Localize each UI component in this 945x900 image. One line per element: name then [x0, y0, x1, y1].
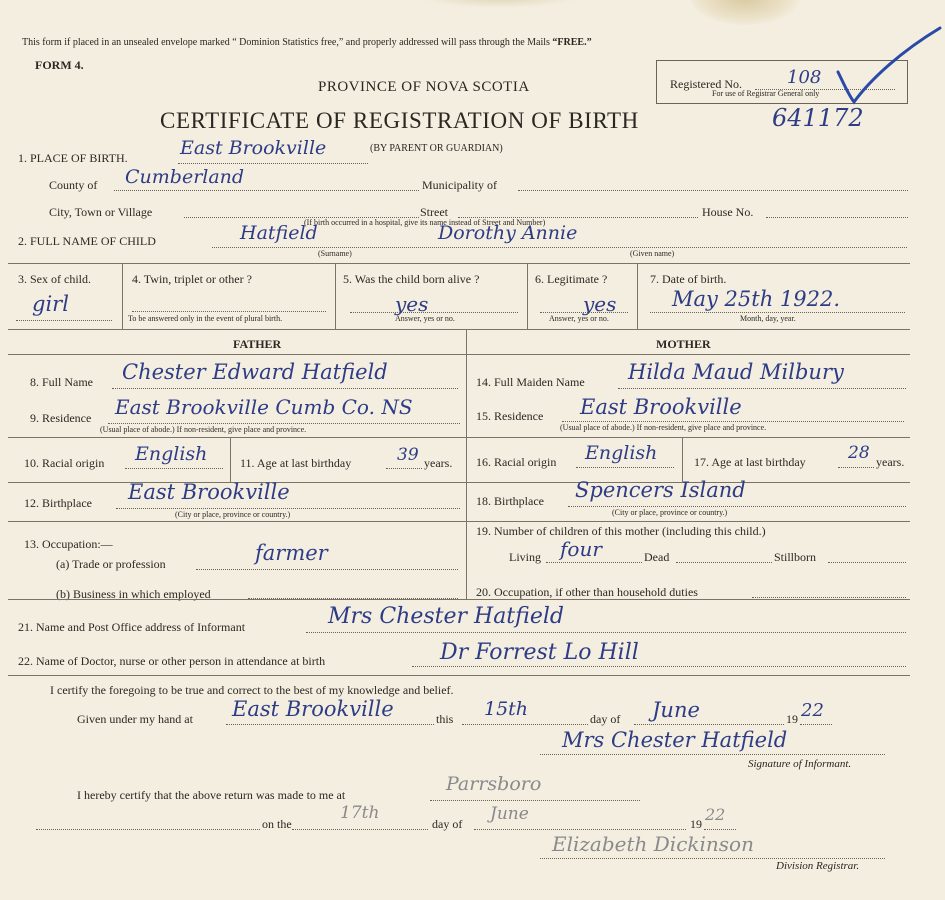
- paper-stain: [690, 0, 800, 25]
- mother-birthplace-label: 18. Birthplace: [476, 494, 544, 508]
- mother-age-label: 17. Age at last birthday: [694, 455, 806, 469]
- alive-note: Answer, yes or no.: [395, 314, 455, 323]
- mother-age-unit: years.: [876, 455, 905, 469]
- father-birthplace-value: East Brookville: [128, 480, 290, 504]
- mother-name-label: 14. Full Maiden Name: [476, 375, 585, 389]
- legitimate-value: yes: [583, 292, 617, 316]
- registered-value: 108: [787, 67, 822, 88]
- place-of-birth-value: East Brookville: [180, 137, 327, 159]
- municipality-label: Municipality of: [422, 178, 497, 192]
- dob-note: Month, day, year.: [740, 314, 796, 323]
- father-racial-value: English: [135, 443, 208, 465]
- mother-name-value: Hilda Maud Milbury: [628, 360, 844, 384]
- surname-note: (Surname): [318, 249, 352, 258]
- dob-value: May 25th 1922.: [672, 287, 841, 311]
- certification-statement: I certify the foregoing to be true and correct to the best of my knowledge and belief.: [50, 683, 454, 697]
- registrar-month: June: [490, 804, 529, 824]
- twin-note: To be answered only in the event of plural birth.: [128, 314, 283, 323]
- year-value: 22: [801, 700, 824, 721]
- father-residence-label: 9. Residence: [30, 411, 92, 425]
- place-of-birth-label: 1. PLACE OF BIRTH.: [18, 151, 128, 165]
- child-name-label: 2. FULL NAME OF CHILD: [18, 234, 156, 248]
- dob-label: 7. Date of birth.: [650, 272, 727, 286]
- given-note: (Given name): [630, 249, 675, 258]
- day-of-label: day of: [590, 712, 621, 726]
- father-age-label: 11. Age at last birthday: [240, 456, 352, 470]
- trade-value: farmer: [255, 541, 328, 565]
- legitimate-label: 6. Legitimate ?: [535, 272, 608, 286]
- this-label: this: [436, 712, 454, 726]
- children-count-label: 19. Number of children of this mother (including this child.): [476, 524, 766, 538]
- informant-label: 21. Name and Post Office address of Informant: [18, 620, 246, 634]
- father-birthplace-note: (City or place, province or country.): [175, 510, 291, 519]
- given-under-label: Given under my hand at: [77, 712, 193, 726]
- father-name-label: 8. Full Name: [30, 375, 93, 389]
- living-value: four: [560, 537, 602, 561]
- province-heading: PROVINCE OF NOVA SCOTIA: [318, 79, 530, 95]
- alive-label: 5. Was the child born alive ?: [343, 272, 480, 286]
- year-prefix: 19: [786, 712, 798, 726]
- mother-residence-label: 15. Residence: [476, 409, 544, 423]
- by-parent-note: (BY PARENT OR GUARDIAN): [370, 143, 503, 154]
- mother-racial-label: 16. Racial origin: [476, 455, 557, 469]
- father-racial-label: 10. Racial origin: [24, 456, 105, 470]
- alive-value: yes: [395, 292, 429, 316]
- mother-occupation-label: 20. Occupation, if other than household duties: [476, 585, 698, 599]
- dead-label: Dead: [644, 550, 670, 564]
- father-heading: FATHER: [233, 337, 282, 351]
- mail-notice: This form if placed in an unsealed envelope marked “ Dominion Statistics free,” and properly addressed will pass through the Mails “FREE.”: [22, 37, 592, 48]
- father-name-value: Chester Edward Hatfield: [122, 360, 388, 384]
- child-surname: Hatfield: [240, 222, 318, 244]
- mother-age-value: 28: [848, 443, 870, 463]
- registrar-place: Parrsboro: [446, 773, 542, 795]
- occupation-label: 13. Occupation:—: [24, 537, 113, 551]
- mother-birthplace-note: (City or place, province or country.): [612, 508, 728, 517]
- father-residence-value: East Brookville Cumb Co. NS: [115, 395, 413, 419]
- father-age-unit: years.: [424, 456, 453, 470]
- paper-stain: [420, 0, 580, 8]
- legitimate-note: Answer, yes or no.: [549, 314, 609, 323]
- house-label: House No.: [702, 205, 754, 219]
- doctor-value: Dr Forrest Lo Hill: [440, 640, 639, 665]
- day-value: 15th: [484, 698, 529, 720]
- child-given-name: Dorothy Annie: [438, 222, 578, 244]
- sex-value: girl: [32, 292, 69, 316]
- informant-value: Mrs Chester Hatfield: [328, 604, 564, 629]
- twin-label: 4. Twin, triplet or other ?: [132, 272, 252, 286]
- certificate-title: CERTIFICATE OF REGISTRATION OF BIRTH: [160, 108, 639, 133]
- registrar-signature-label: Division Registrar.: [776, 860, 860, 872]
- trade-label: (a) Trade or profession: [56, 557, 166, 571]
- father-birthplace-label: 12. Birthplace: [24, 496, 92, 510]
- county-label: County of: [49, 178, 98, 192]
- mother-residence-value: East Brookville: [580, 395, 742, 419]
- stillborn-label: Stillborn: [774, 550, 817, 564]
- registrar-year: 22: [705, 805, 726, 824]
- blue-check-mark: [830, 22, 945, 112]
- hospital-note: (If birth occurred in a hospital, give its name instead of Street and Number): [304, 218, 546, 227]
- street-label: Street: [420, 205, 448, 219]
- mother-heading: MOTHER: [656, 337, 711, 351]
- register-number: 641172: [772, 104, 864, 132]
- form-number: FORM 4.: [35, 58, 84, 72]
- mother-birthplace-value: Spencers Island: [575, 478, 746, 502]
- living-label: Living: [509, 550, 541, 564]
- county-value: Cumberland: [125, 166, 245, 188]
- father-age-value: 39: [397, 445, 419, 465]
- father-residence-note: (Usual place of abode.) If non-resident, give place and province.: [100, 425, 307, 434]
- registrar-day: 17th: [340, 803, 380, 823]
- business-label: (b) Business in which employed: [56, 587, 211, 601]
- mother-residence-note: (Usual place of abode.) If non-resident, give place and province.: [560, 423, 767, 432]
- registrar-day-of-label: day of: [432, 817, 463, 831]
- registrar-year-prefix: 19: [690, 817, 702, 831]
- informant-signature: Mrs Chester Hatfield: [562, 728, 788, 752]
- given-place: East Brookville: [232, 697, 394, 721]
- doctor-label: 22. Name of Doctor, nurse or other person in attendance at birth: [18, 654, 326, 668]
- month-value: June: [652, 698, 700, 722]
- city-label: City, Town or Village: [49, 205, 153, 219]
- registrar-use-note: For use of Registrar General only: [712, 89, 820, 98]
- on-the-label: on the: [262, 817, 292, 831]
- registrar-signature: Elizabeth Dickinson: [552, 832, 754, 856]
- registrar-statement: I hereby certify that the above return was made to me at: [77, 788, 346, 802]
- mother-racial-value: English: [585, 442, 658, 464]
- signature-label: Signature of Informant.: [748, 758, 852, 770]
- sex-label: 3. Sex of child.: [18, 272, 91, 286]
- registered-label: Registered No.: [670, 77, 742, 91]
